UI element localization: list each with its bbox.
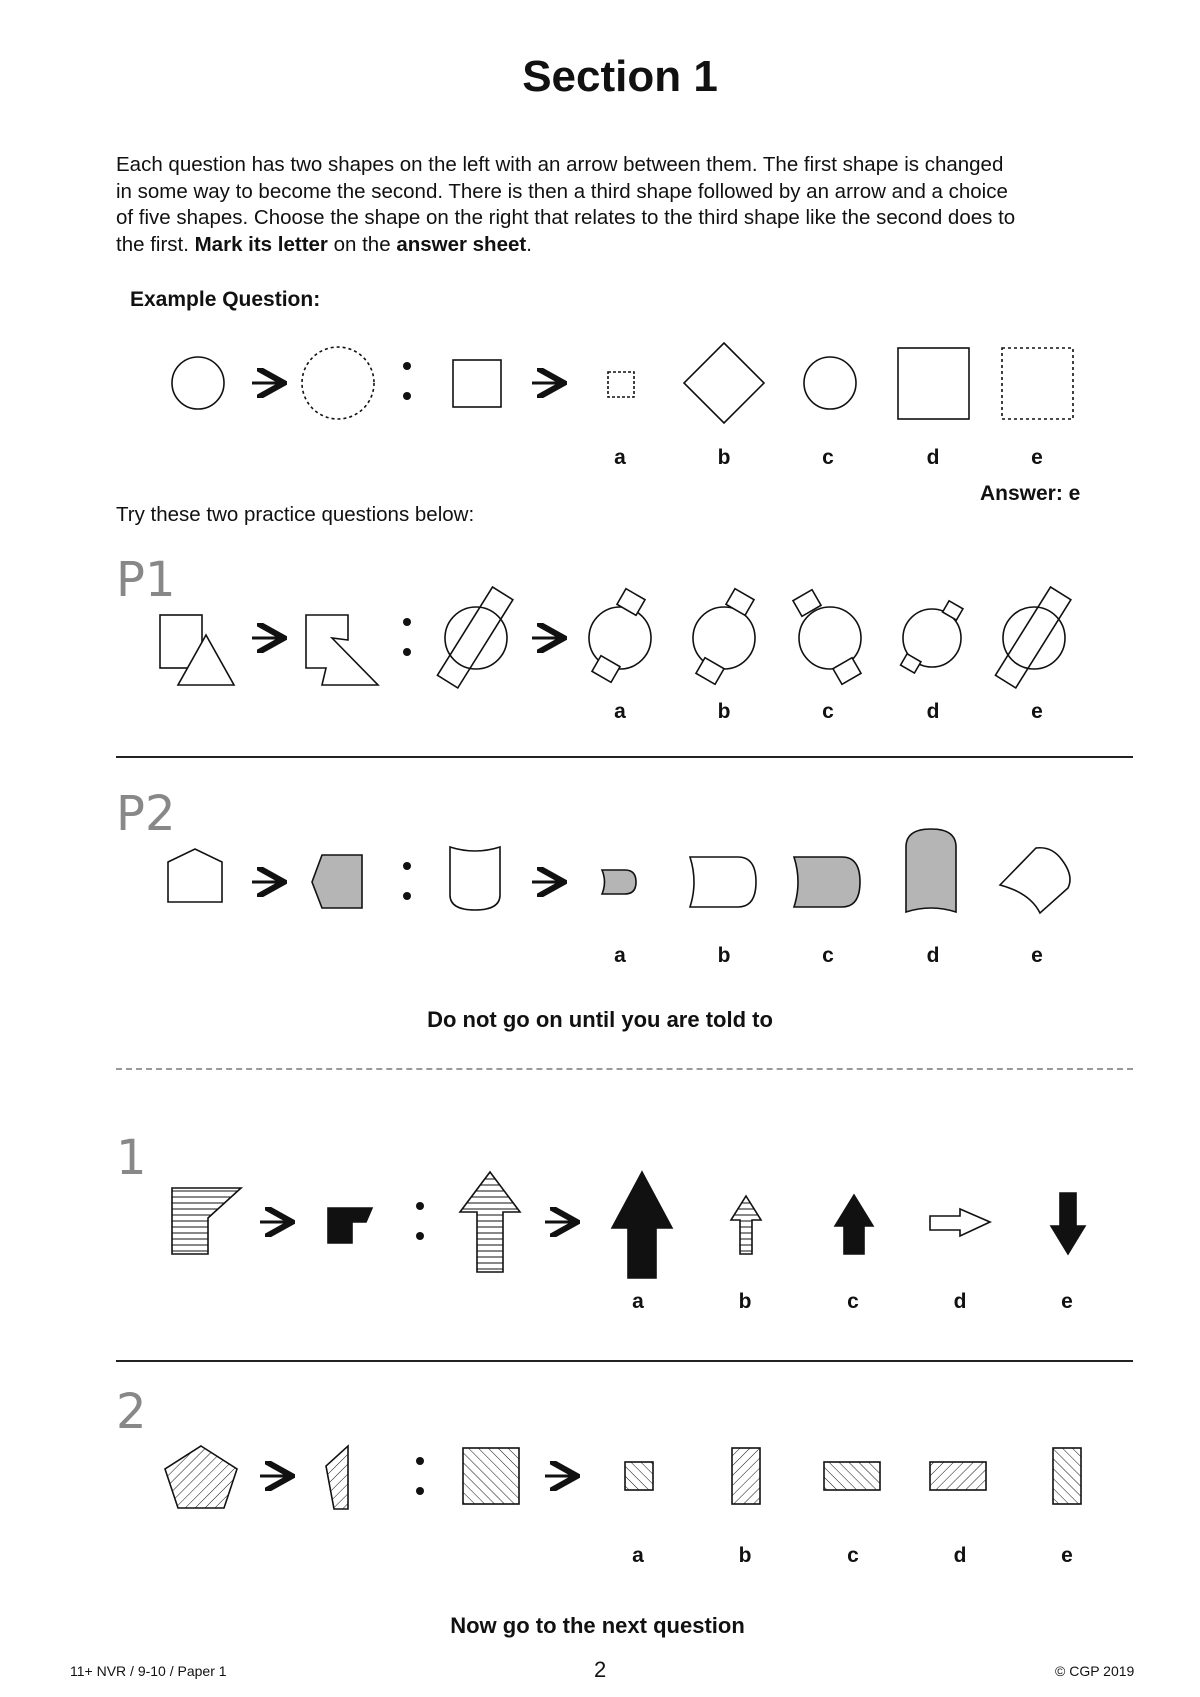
example-option-label: b	[717, 446, 731, 469]
colon-icon	[403, 862, 411, 870]
option-label: d	[926, 944, 940, 967]
divider	[116, 756, 1133, 758]
option-label: b	[738, 1290, 752, 1313]
option-label: d	[953, 1290, 967, 1313]
example-option-c	[804, 357, 856, 409]
option-label: e	[1061, 1544, 1073, 1567]
option-label: e	[1031, 944, 1043, 967]
option-label: c	[847, 1290, 859, 1313]
colon-icon	[403, 618, 411, 626]
option-label: b	[717, 700, 731, 723]
q2-figures	[165, 1446, 1081, 1509]
dashed-divider	[116, 1068, 1133, 1070]
option-label: e	[1031, 700, 1043, 723]
example-shape-3	[453, 360, 501, 407]
question-number: 1	[116, 1130, 147, 1186]
practice-intro: Try these two practice questions below:	[116, 503, 475, 526]
option-label: d	[926, 700, 940, 723]
option-label: d	[953, 1544, 967, 1567]
divider	[116, 1360, 1133, 1362]
stop-note: Do not go on until you are told to	[427, 1007, 773, 1032]
option-label: a	[614, 944, 626, 967]
option-label: a	[614, 700, 626, 723]
p2-figures	[168, 829, 1070, 913]
instructions: Each question has two shapes on the left with an arrow between them. The first shape is changed in some way to become the second. There is then a third shape followed by an arrow and a choice of five shapes. Choose the shape on the right that relates to the third shape like the second does to the first. Mark its letter on the answer sheet.	[116, 153, 1016, 256]
example-option-label: a	[614, 446, 626, 469]
question-number: P2	[116, 786, 176, 842]
option-label: a	[632, 1290, 644, 1313]
page-number: 2	[594, 1657, 607, 1682]
example-option-a	[608, 372, 634, 397]
option-label: a	[632, 1544, 644, 1567]
example-answer: Answer: e	[980, 482, 1081, 505]
colon-icon	[403, 362, 411, 370]
question-number: 2	[116, 1384, 147, 1440]
option-label: c	[847, 1544, 859, 1567]
example-option-label: d	[926, 446, 940, 469]
option-label: c	[822, 700, 834, 723]
p1-figures	[160, 587, 1071, 688]
question-number: P1	[116, 552, 176, 608]
example-option-b	[684, 343, 764, 423]
option-label: b	[717, 944, 731, 967]
example-shape-2	[302, 347, 374, 419]
example-shape-1	[172, 357, 224, 409]
example-option-e	[1002, 348, 1073, 419]
example-option-d	[898, 348, 969, 419]
colon-icon	[416, 1202, 424, 1210]
option-label: e	[1061, 1290, 1073, 1313]
footer-copyright: © CGP 2019	[1055, 1663, 1135, 1679]
example-option-label: c	[822, 446, 834, 469]
example-option-label: e	[1031, 446, 1043, 469]
page-title: Section 1	[522, 52, 718, 101]
q1-figures	[172, 1172, 1085, 1278]
option-label: b	[738, 1544, 752, 1567]
footer-paper-code: 11+ NVR / 9-10 / Paper 1	[70, 1663, 227, 1679]
example-figures	[172, 343, 1073, 423]
example-label: Example Question:	[130, 288, 321, 311]
colon-icon	[416, 1457, 424, 1465]
option-label: c	[822, 944, 834, 967]
next-note: Now go to the next question	[450, 1613, 745, 1638]
